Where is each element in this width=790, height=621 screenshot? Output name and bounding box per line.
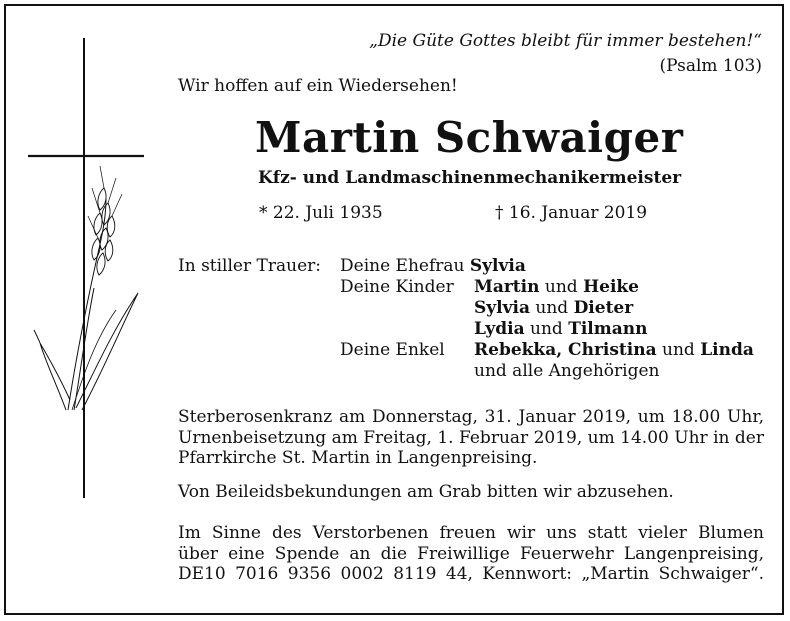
donation-info [178,523,764,585]
partner-name: Tilmann [568,319,648,339]
condolence-note: Von Beileidsbekundungen am Grab bitten wir abzusehen. [178,482,674,502]
other-relatives: und alle Angehörigen [474,361,660,381]
list-item [474,298,633,318]
wife-label: Deine Ehefrau [340,256,465,276]
hope-line: Wir hoffen auf ein Wiedersehen! [178,76,458,96]
service-line: Pfarrkirche St. Martin in Langenpreising. [178,448,538,468]
conjunction: und [544,277,578,297]
child-name: Martin [474,277,540,297]
death-date: † 16. Januar 2019 [495,203,648,223]
psalm-reference: (Psalm 103) [659,56,762,76]
grandchild-name: Linda [700,340,754,360]
conjunction: und [662,340,695,360]
wife-row [340,256,526,276]
children-label: Deine Kinder [340,277,454,297]
profession: Kfz- und Landmaschinenmechanikermeister [258,168,682,188]
grandchildren-label: Deine Enkel [340,340,445,360]
cross-with-wheat-icon [26,38,151,498]
service-line: Urnenbeisetzung am Freitag, 1. Februar 2019, um 14.00 Uhr in der [178,427,764,448]
partner-name: Heike [583,277,639,297]
birth-date: * 22. Juli 1935 [259,203,383,223]
donation-line: DE10 7016 9356 0002 8119 44, Kennwort: „Martin Schwaiger“. [178,564,764,584]
donation-line: Im Sinne des Verstorbenen freuen wir uns statt vieler Blumen [178,523,764,543]
list-item [474,277,639,297]
service-line: Sterberosenkranz am Donnerstag, 31. Januar 2019, um 18.00 Uhr, [178,407,764,427]
wife-name: Sylvia [469,256,526,276]
donation-line: über eine Spende an die Freiwillige Feuerwehr Langenpreising, [178,543,764,564]
child-name: Sylvia [474,298,530,318]
deceased-name: Martin Schwaiger [255,113,684,162]
list-item [474,319,647,339]
mourning-intro: In stiller Trauer: [178,256,321,276]
bible-quote: „Die Güte Gottes bleibt für immer bestehen!“ [369,31,762,51]
conjunction: und [530,319,563,339]
partner-name: Dieter [573,298,634,318]
conjunction: und [535,298,569,318]
child-name: Lydia [474,319,525,339]
list-item [474,340,754,360]
service-info [178,407,764,469]
grandchildren-names: Rebekka, Christina [474,340,657,360]
